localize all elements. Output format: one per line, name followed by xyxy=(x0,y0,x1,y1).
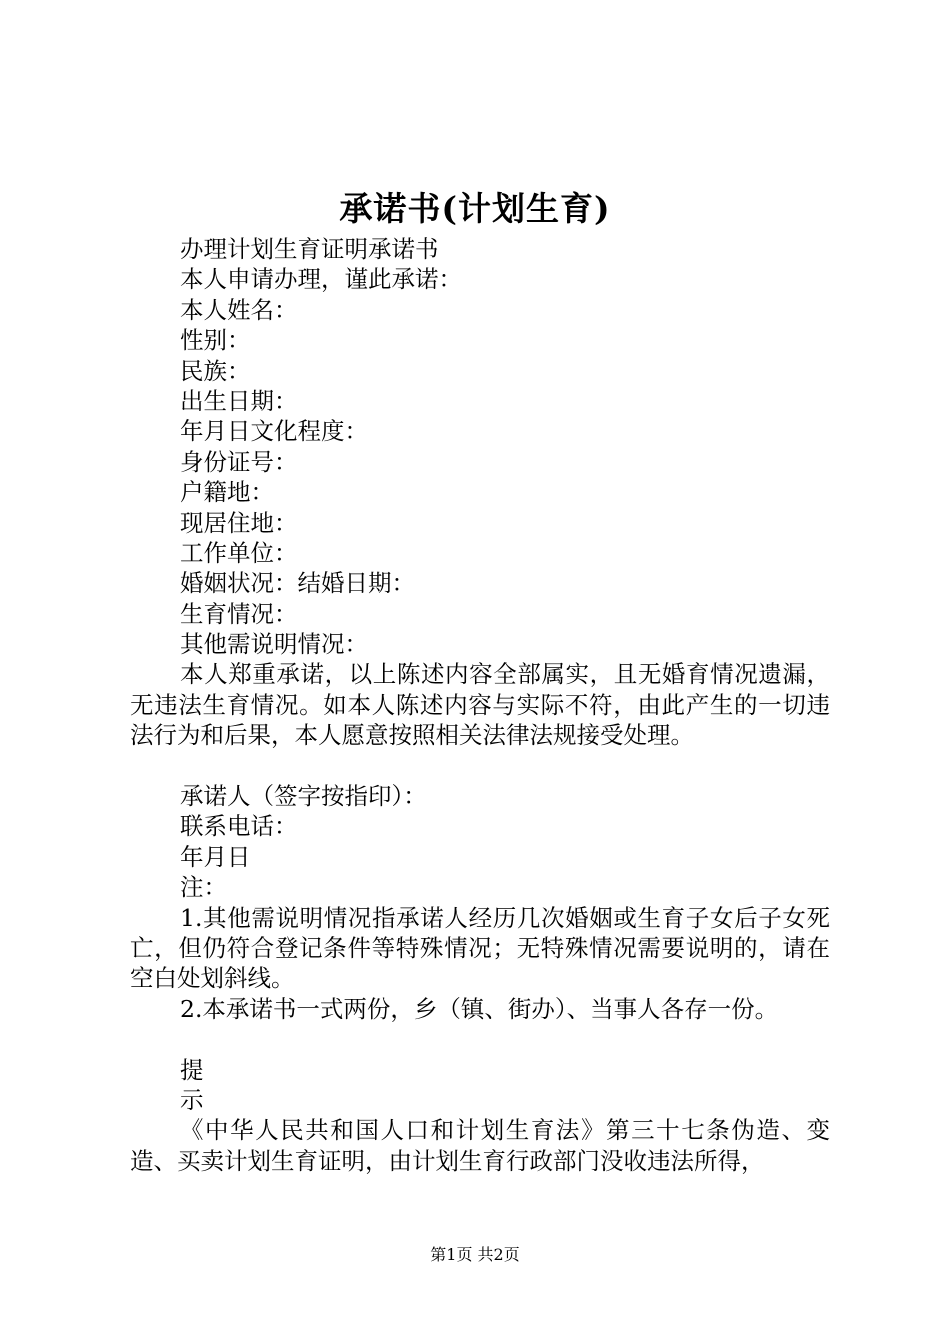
page-footer: 第1页 共2页 xyxy=(430,1245,520,1264)
field-birth-status: 生育情况： xyxy=(180,599,298,628)
note-item-2: 2.本承诺书一式两份，乡（镇、街办）、当事人各存一份。 xyxy=(180,994,779,1023)
field-birth-date: 出生日期： xyxy=(180,386,298,415)
signer-line: 承诺人（签字按指印）： xyxy=(180,782,427,811)
field-household-registration: 户籍地： xyxy=(180,478,274,507)
intro-line: 本人申请办理，谨此承诺： xyxy=(180,265,462,294)
field-marital-status: 婚姻状况：结婚日期： xyxy=(180,569,415,598)
field-employer: 工作单位： xyxy=(180,538,298,567)
notes-label: 注： xyxy=(180,873,227,902)
field-id-number: 身份证号： xyxy=(180,447,298,476)
document-body xyxy=(130,234,830,1176)
tip-label-line1: 提 xyxy=(180,1055,204,1084)
spacer xyxy=(130,1024,830,1054)
date-line: 年月日 xyxy=(180,842,251,871)
field-gender: 性别： xyxy=(180,326,251,355)
field-education: 年月日文化程度： xyxy=(180,417,368,446)
field-ethnicity: 民族： xyxy=(180,356,251,385)
field-current-residence: 现居住地： xyxy=(180,508,298,537)
field-other-notes: 其他需说明情况： xyxy=(180,630,368,659)
spacer xyxy=(130,751,830,781)
note-item-1: 1.其他需说明情况指承诺人经历几次婚姻或生育子女后子女死亡，但仍符合登记条件等特殊情况；无特殊情况需要说明的，请在空白处划斜线。 xyxy=(130,903,830,993)
phone-line: 联系电话： xyxy=(180,812,298,841)
pledge-paragraph: 本人郑重承诺，以上陈述内容全部属实，且无婚育情况遗漏，无违法生育情况。如本人陈述内容与实际不符，由此产生的一切违法行为和后果，本人愿意按照相关法律法规接受处理。 xyxy=(130,660,830,750)
document-title: 承诺书(计划生育) xyxy=(339,189,611,228)
form-heading: 办理计划生育证明承诺书 xyxy=(180,235,439,263)
field-name: 本人姓名： xyxy=(180,295,298,324)
tip-paragraph: 《中华人民共和国人口和计划生育法》第三十七条伪造、变造、买卖计划生育证明，由计划生育行政部门没收违法所得， xyxy=(130,1116,830,1175)
tip-label-line2: 示 xyxy=(180,1086,204,1115)
